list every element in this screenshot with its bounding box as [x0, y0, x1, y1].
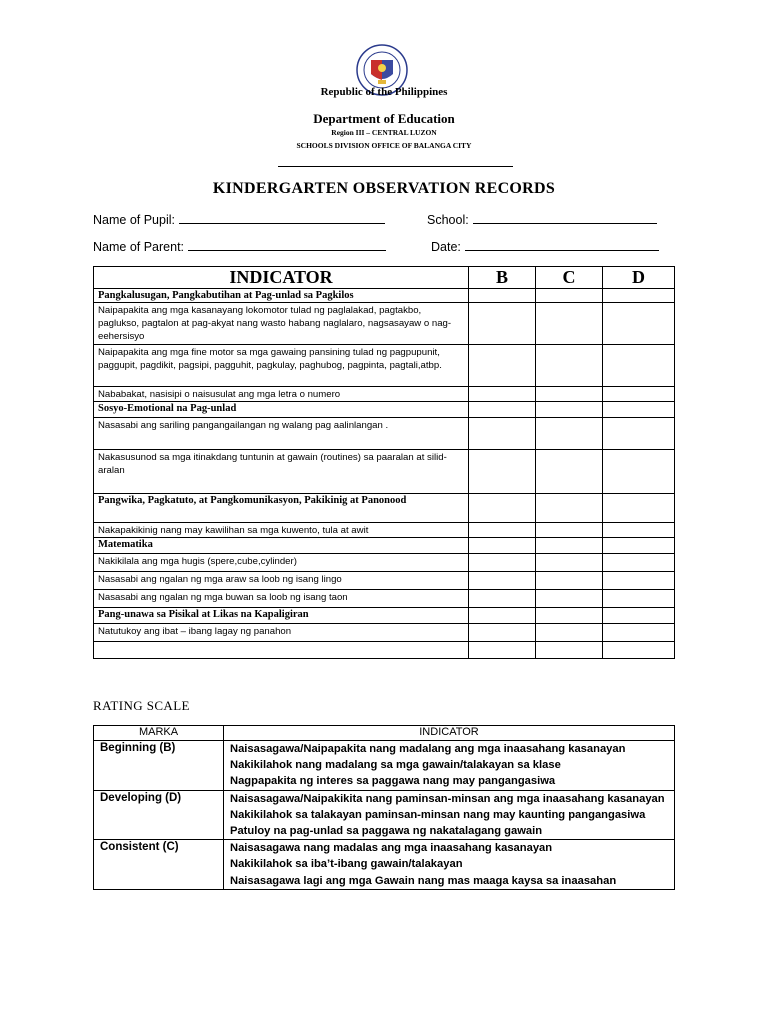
c-rating-cell[interactable]	[536, 554, 603, 572]
d-rating-cell[interactable]	[603, 642, 675, 659]
indicator-text: Nakapakikinig nang may kawilihan sa mga kuwento, tula at awit	[94, 523, 469, 538]
d-rating-cell[interactable]	[603, 289, 675, 303]
department-heading: Department of Education	[313, 111, 455, 126]
b-rating-cell[interactable]	[469, 608, 536, 624]
scale-row	[94, 741, 675, 791]
d-rating-cell[interactable]	[603, 418, 675, 450]
c-rating-cell[interactable]	[536, 590, 603, 608]
b-rating-cell[interactable]	[469, 642, 536, 659]
d-rating-cell[interactable]	[603, 494, 675, 523]
date-label: Date:	[431, 240, 461, 254]
parent-name-line[interactable]	[188, 239, 386, 251]
indicator-row	[94, 418, 675, 450]
scale-description-line: Naisasagawa/Naipakikita nang paminsan-minsan ang mga inaasahang kasanayan	[230, 792, 665, 805]
indicator-text: Nakikilala ang mga hugis (spere,cube,cylinder)	[94, 554, 469, 572]
d-header: D	[603, 267, 675, 289]
b-rating-cell[interactable]	[469, 624, 536, 642]
scale-description-line: Naisasagawa/Naipapakita nang madalang ang mga inaasahang kasanayan	[230, 743, 626, 755]
scale-description-line: Naisasagawa lagi ang mga Gawain nang mas maaga kaysa sa inaasahan	[230, 874, 617, 887]
region-heading: Region III – CENTRAL LUZON	[331, 128, 437, 137]
b-rating-cell[interactable]	[469, 523, 536, 538]
indicator-row	[94, 387, 675, 402]
c-rating-cell[interactable]	[536, 402, 603, 418]
indicator-row	[94, 642, 675, 659]
category-row	[94, 538, 675, 554]
scale-description	[224, 790, 675, 840]
division-heading: SCHOOLS DIVISION OFFICE OF BALANGA CITY	[296, 141, 472, 150]
scale-description-line: Nakikilahok nang madalang sa mga gawain/talakayan sa klase	[230, 759, 561, 772]
b-rating-cell[interactable]	[469, 289, 536, 303]
school-label: School:	[427, 213, 469, 227]
scale-description	[224, 741, 675, 791]
indicator-row	[94, 303, 675, 345]
c-rating-cell[interactable]	[536, 523, 603, 538]
c-rating-cell[interactable]	[536, 572, 603, 590]
c-rating-cell[interactable]	[536, 387, 603, 402]
b-rating-cell[interactable]	[469, 572, 536, 590]
category-label: Pang-unawa sa Pisikal at Likas na Kapaligiran	[94, 608, 469, 624]
scale-indicator-header: INDICATOR	[224, 726, 675, 741]
b-rating-cell[interactable]	[469, 402, 536, 418]
marka-header: MARKA	[94, 726, 224, 741]
marka-label: Beginning (B)	[94, 741, 224, 791]
scale-row	[94, 840, 675, 890]
b-rating-cell[interactable]	[469, 303, 536, 345]
c-rating-cell[interactable]	[536, 624, 603, 642]
scale-row	[94, 790, 675, 840]
marka-label: Consistent (C)	[94, 840, 224, 890]
indicator-row	[94, 345, 675, 387]
republic-heading: Republic of the Philippines	[320, 86, 448, 98]
document-title: KINDERGARTEN OBSERVATION RECORDS	[212, 180, 556, 197]
b-rating-cell[interactable]	[469, 590, 536, 608]
indicator-header: INDICATOR	[94, 267, 469, 289]
indicator-row	[94, 590, 675, 608]
pupil-name-line[interactable]	[179, 212, 385, 224]
scale-description-line: Nakikilahok sa iba’t-ibang gawain/talakayan	[230, 858, 463, 871]
date-line[interactable]	[465, 239, 659, 251]
scale-header-row	[94, 726, 675, 741]
c-rating-cell[interactable]	[536, 289, 603, 303]
scale-description-line: Nagpapakita ng interes sa paggawa nang may pangangasiwa	[230, 775, 556, 788]
c-rating-cell[interactable]	[536, 418, 603, 450]
category-label: Sosyo-Emotional na Pag-unlad	[94, 402, 469, 418]
indicator-text	[94, 642, 469, 659]
c-rating-cell[interactable]	[536, 450, 603, 494]
scale-description-line: Nakikilahok sa talakayan paminsan-minsan nang may kaunting pangangasiwa	[230, 808, 646, 821]
parent-name-field[interactable]	[93, 239, 386, 254]
c-rating-cell[interactable]	[536, 642, 603, 659]
indicator-row	[94, 554, 675, 572]
date-field[interactable]	[431, 239, 659, 254]
d-rating-cell[interactable]	[603, 523, 675, 538]
scale-description-line: Patuloy na pag-unlad sa paggawa ng nakatalagang gawain	[230, 825, 543, 838]
indicator-row	[94, 572, 675, 590]
d-rating-cell[interactable]	[603, 554, 675, 572]
category-row	[94, 289, 675, 303]
d-rating-cell[interactable]	[603, 345, 675, 387]
b-rating-cell[interactable]	[469, 387, 536, 402]
d-rating-cell[interactable]	[603, 608, 675, 624]
school-line[interactable]	[473, 212, 657, 224]
indicator-text: Nasasabi ang ngalan ng mga araw sa loob ng isang lingo	[94, 572, 469, 590]
rating-scale-title: RATING SCALE	[93, 698, 190, 713]
category-row	[94, 402, 675, 418]
b-rating-cell[interactable]	[469, 345, 536, 387]
d-rating-cell[interactable]	[603, 572, 675, 590]
d-rating-cell[interactable]	[603, 538, 675, 554]
category-row	[94, 494, 675, 523]
rating-scale-table	[93, 725, 675, 890]
b-rating-cell[interactable]	[469, 418, 536, 450]
c-rating-cell[interactable]	[536, 345, 603, 387]
school-field[interactable]	[427, 212, 657, 227]
marka-label: Developing (D)	[94, 790, 224, 840]
indicator-row	[94, 624, 675, 642]
indicator-header-row	[94, 267, 675, 289]
d-rating-cell[interactable]	[603, 303, 675, 345]
category-label: Pangkalusugan, Pangkabutihan at Pag-unlad sa Pagkilos	[94, 289, 469, 303]
b-rating-cell[interactable]	[469, 494, 536, 523]
category-row	[94, 608, 675, 624]
indicator-text: Natutukoy ang ibat – ibang lagay ng panahon	[94, 624, 469, 642]
d-rating-cell[interactable]	[603, 450, 675, 494]
indicator-table	[93, 266, 675, 659]
category-label: Matematika	[94, 538, 469, 554]
b-rating-cell[interactable]	[469, 554, 536, 572]
category-label: Pangwika, Pagkatuto, at Pangkomunikasyon, Pakikinig at Panonood	[94, 494, 469, 523]
indicator-text: Naipapakita ang mga kasanayang lokomotor tulad ng paglalakad, pagtakbo, paglukso, pagtalon at pag-akyat nang wasto habang naglalaro, nagsasayaw o nag-eehersisyo	[94, 303, 469, 345]
c-header: C	[536, 267, 603, 289]
b-rating-cell[interactable]	[469, 538, 536, 554]
c-rating-cell[interactable]	[536, 494, 603, 523]
b-rating-cell[interactable]	[469, 450, 536, 494]
indicator-text: Nasasabi ang sariling pangangailangan ng walang pag aalinlangan .	[94, 418, 469, 450]
c-rating-cell[interactable]	[536, 538, 603, 554]
c-rating-cell[interactable]	[536, 608, 603, 624]
d-rating-cell[interactable]	[603, 624, 675, 642]
indicator-text: Naipapakita ang mga fine motor sa mga gawaing pansining tulad ng pagpupunit, paggupit, pagdikit, pagsipi, pagguhit, pagkulay, paghubog, pagpinta, pagtali,atbp.	[94, 345, 469, 387]
indicator-text: Nakasusunod sa mga itinakdang tuntunin at gawain (routines) sa paaralan at silid-aralan	[94, 450, 469, 494]
header-divider	[278, 166, 513, 167]
scale-description	[224, 840, 675, 890]
d-rating-cell[interactable]	[603, 590, 675, 608]
pupil-name-field[interactable]	[93, 212, 385, 227]
c-rating-cell[interactable]	[536, 303, 603, 345]
scale-description-line: Naisasagawa nang madalas ang mga inaasahang kasanayan	[230, 842, 553, 855]
indicator-text: Nasasabi ang ngalan ng mga buwan sa loob ng isang taon	[94, 590, 469, 608]
b-header: B	[469, 267, 536, 289]
indicator-text: Nababakat, nasisipi o naisusulat ang mga letra o numero	[94, 387, 469, 402]
parent-name-label: Name of Parent:	[93, 240, 185, 254]
d-rating-cell[interactable]	[603, 402, 675, 418]
d-rating-cell[interactable]	[603, 387, 675, 402]
indicator-row	[94, 523, 675, 538]
indicator-row	[94, 450, 675, 494]
pupil-name-label: Name of Pupil:	[93, 213, 175, 227]
